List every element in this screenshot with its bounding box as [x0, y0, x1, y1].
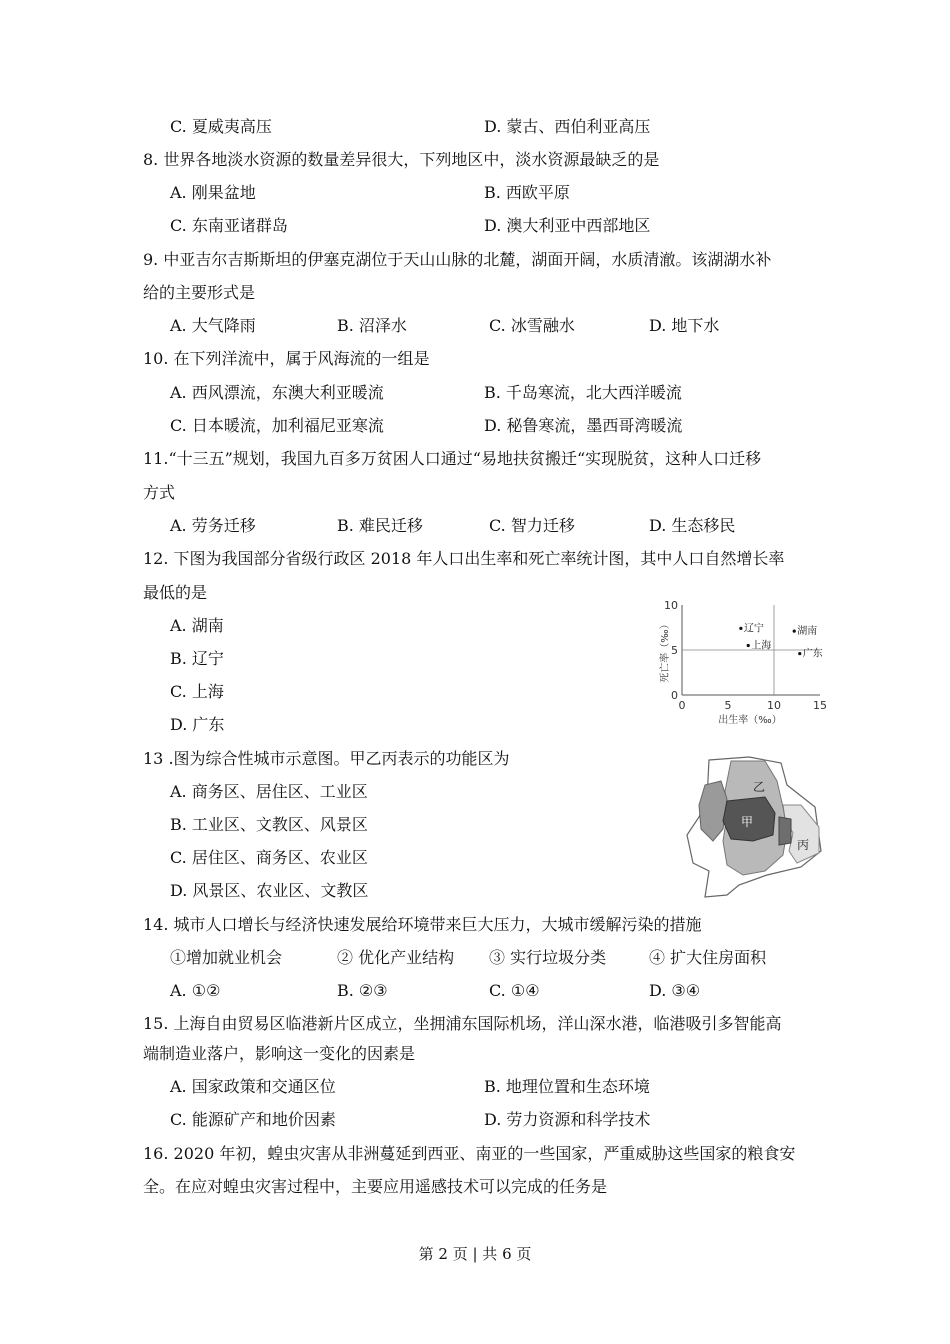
q15-stem-line1: 15. 上海自由贸易区临港新片区成立，坐拥浦东国际机场，洋山深水港，临港吸引多智能高: [143, 1014, 782, 1033]
y-tick-label: 0: [671, 689, 678, 702]
q9-option-d: D. 地下水: [649, 316, 720, 335]
q13-option-d: D. 风景区、农业区、文教区: [170, 881, 369, 900]
q10-option-b: B. 千岛寒流，北大西洋暖流: [484, 383, 682, 402]
q7-option-c: C. 夏威夷高压: [170, 117, 272, 136]
q13-option-b: B. 工业区、文教区、风景区: [170, 815, 368, 834]
q13-option-a: A. 商务区、居住区、工业区: [170, 782, 368, 801]
q7-option-d: D. 蒙古、西伯利亚高压: [484, 117, 651, 136]
q11-stem-line2: 方式: [143, 483, 176, 502]
q15-option-c: C. 能源矿产和地价因素: [170, 1110, 336, 1129]
zone-label-yi: 乙: [752, 780, 766, 794]
q16-stem-line1: 16. 2020 年初，蝗虫灾害从非洲蔓延到西亚、南亚的一些国家，严重威胁这些国家的粮食安: [143, 1144, 796, 1163]
data-point-label: 辽宁: [743, 623, 764, 635]
x-tick-label: 0: [678, 699, 686, 712]
q8-option-d: D. 澳大利亚中西部地区: [484, 216, 651, 235]
q10-stem: 10. 在下列洋流中，属于风海流的一组是: [143, 349, 430, 368]
q13-option-c: C. 居住区、商务区、农业区: [170, 848, 368, 867]
data-point: [798, 652, 801, 655]
q9-option-c: C. 冰雪融水: [489, 316, 575, 335]
x-tick-label: 15: [813, 699, 827, 712]
q14-option-d: D. ③④: [649, 981, 701, 1000]
q12-option-a: A. 湖南: [170, 616, 224, 635]
data-point-label: 上海: [751, 640, 772, 652]
q8-option-c: C. 东南亚诸群岛: [170, 216, 288, 235]
q13-stem: 13 .图为综合性城市示意图。甲乙丙表示的功能区为: [143, 749, 510, 768]
data-point: [739, 627, 742, 630]
q14-item-4: ④ 扩大住房面积: [649, 948, 767, 967]
q12-option-d: D. 广东: [170, 715, 225, 734]
y-tick-label: 10: [664, 599, 678, 612]
q10-option-d: D. 秘鲁寒流，墨西哥湾暖流: [484, 416, 683, 435]
page-footer: 第 2 页 | 共 6 页: [418, 1245, 532, 1263]
birth-death-rate-scatter-chart: [650, 595, 840, 730]
zone-label-bing: 丙: [796, 838, 810, 852]
q9-option-b: B. 沼泽水: [337, 316, 407, 335]
x-axis-label: 出生率（‰）: [718, 715, 782, 726]
q10-option-a: A. 西风漂流，东澳大利亚暖流: [170, 383, 384, 402]
q12-stem-line2: 最低的是: [143, 583, 208, 602]
q12-stem-line1: 12. 下图为我国部分省级行政区 2018 年人口出生率和死亡率统计图，其中人口自然增长率: [143, 549, 785, 568]
q14-stem: 14. 城市人口增长与经济快速发展给环境带来巨大压力，大城市缓解污染的措施: [143, 915, 702, 934]
q14-option-c: C. ①④: [489, 981, 540, 1000]
q10-option-c: C. 日本暖流，加利福尼亚寒流: [170, 416, 384, 435]
x-tick-label: 5: [724, 699, 732, 712]
q12-option-c: C. 上海: [170, 682, 224, 701]
q15-option-d: D. 劳力资源和科学技术: [484, 1110, 651, 1129]
city-function-zone-map: [683, 755, 823, 900]
q16-stem-line2: 全。在应对蝗虫灾害过程中，主要应用遥感技术可以完成的任务是: [143, 1177, 608, 1196]
q14-option-b: B. ②③: [337, 981, 388, 1000]
y-tick-label: 5: [671, 644, 678, 657]
q14-item-2: ② 优化产业结构: [337, 948, 455, 967]
q14-item-1: ①增加就业机会: [170, 948, 283, 967]
q15-option-b: B. 地理位置和生态环境: [484, 1077, 650, 1096]
q15-option-a: A. 国家政策和交通区位: [170, 1077, 336, 1096]
q9-stem-line1: 9. 中亚吉尔吉斯斯坦的伊塞克湖位于天山山脉的北麓，湖面开阔，水质清澈。该湖湖水补: [143, 250, 772, 269]
zone-east-small-shape: [779, 817, 791, 845]
q11-option-d: D. 生态移民: [649, 516, 736, 535]
q14-item-3: ③ 实行垃圾分类: [489, 948, 607, 967]
q14-option-a: A. ①②: [170, 981, 221, 1000]
x-tick-label: 10: [767, 699, 781, 712]
q11-stem-line1: 11.“十三五”规划，我国九百多万贫困人口通过“易地扶贫搬迁“实现脱贫，这种人口迁移: [143, 449, 762, 468]
data-point: [793, 630, 796, 633]
q11-option-b: B. 难民迁移: [337, 516, 423, 535]
q8-stem: 8. 世界各地淡水资源的数量差异很大，下列地区中，淡水资源最缺乏的是: [143, 150, 660, 169]
zone-label-jia: 甲: [740, 815, 754, 829]
q15-stem-line2: 端制造业落户，影响这一变化的因素是: [143, 1044, 416, 1063]
q11-option-a: A. 劳务迁移: [170, 516, 256, 535]
data-point-label: 广东: [802, 648, 823, 660]
q9-option-a: A. 大气降雨: [170, 316, 256, 335]
data-point: [747, 644, 750, 647]
data-point-label: 湖南: [797, 626, 818, 638]
y-axis-label: 死亡率（‰）: [660, 619, 671, 683]
q12-option-b: B. 辽宁: [170, 649, 224, 668]
q9-stem-line2: 给的主要形式是: [143, 283, 256, 302]
q8-option-a: A. 刚果盆地: [170, 183, 256, 202]
q11-option-c: C. 智力迁移: [489, 516, 575, 535]
q8-option-b: B. 西欧平原: [484, 183, 570, 202]
